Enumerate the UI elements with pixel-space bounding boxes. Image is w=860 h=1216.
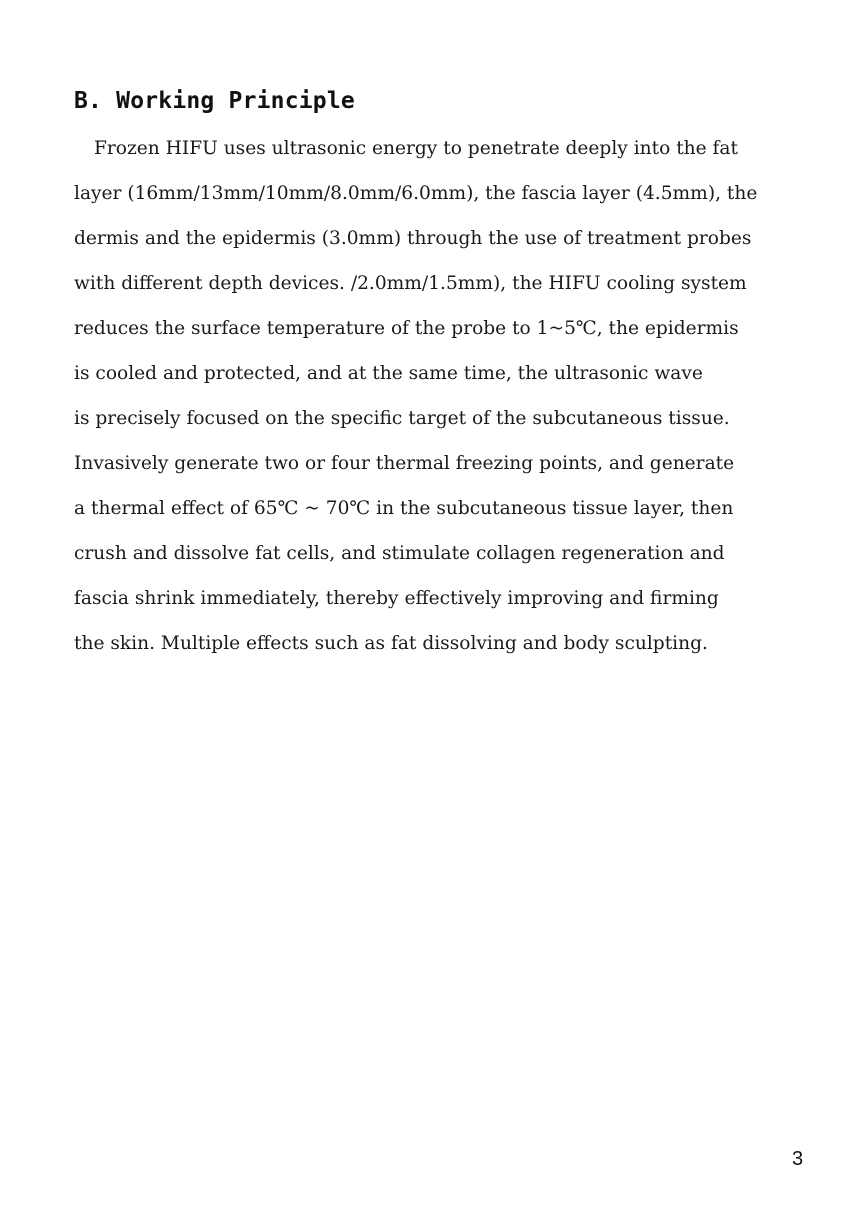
paragraph-line: a thermal effect of 65℃ ~ 70℃ in the subcutaneous tissue layer, then — [74, 498, 734, 519]
body-paragraph — [74, 136, 804, 676]
section-heading: B. Working Principle — [74, 88, 355, 114]
page-number: 3 — [792, 1148, 804, 1170]
paragraph-line: the skin. Multiple effects such as fat dissolving and body sculpting. — [74, 633, 708, 654]
paragraph-line: Invasively generate two or four thermal freezing points, and generate — [74, 453, 735, 474]
paragraph-line: is precisely focused on the specific target of the subcutaneous tissue. — [74, 408, 730, 429]
paragraph-line: is cooled and protected, and at the same time, the ultrasonic wave — [74, 363, 703, 384]
paragraph-line: with different depth devices. /2.0mm/1.5mm), the HIFU cooling system — [74, 273, 747, 294]
paragraph-line: layer (16mm/13mm/10mm/8.0mm/6.0mm), the fascia layer (4.5mm), the — [74, 183, 758, 204]
paragraph-line: crush and dissolve fat cells, and stimulate collagen regeneration and — [74, 543, 725, 564]
paragraph-line: reduces the surface temperature of the probe to 1~5℃, the epidermis — [74, 318, 739, 339]
paragraph-line: dermis and the epidermis (3.0mm) through the use of treatment probes — [74, 228, 752, 249]
paragraph-line: Frozen HIFU uses ultrasonic energy to penetrate deeply into the fat — [94, 138, 738, 159]
paragraph-line: fascia shrink immediately, thereby effectively improving and firming — [74, 588, 719, 609]
